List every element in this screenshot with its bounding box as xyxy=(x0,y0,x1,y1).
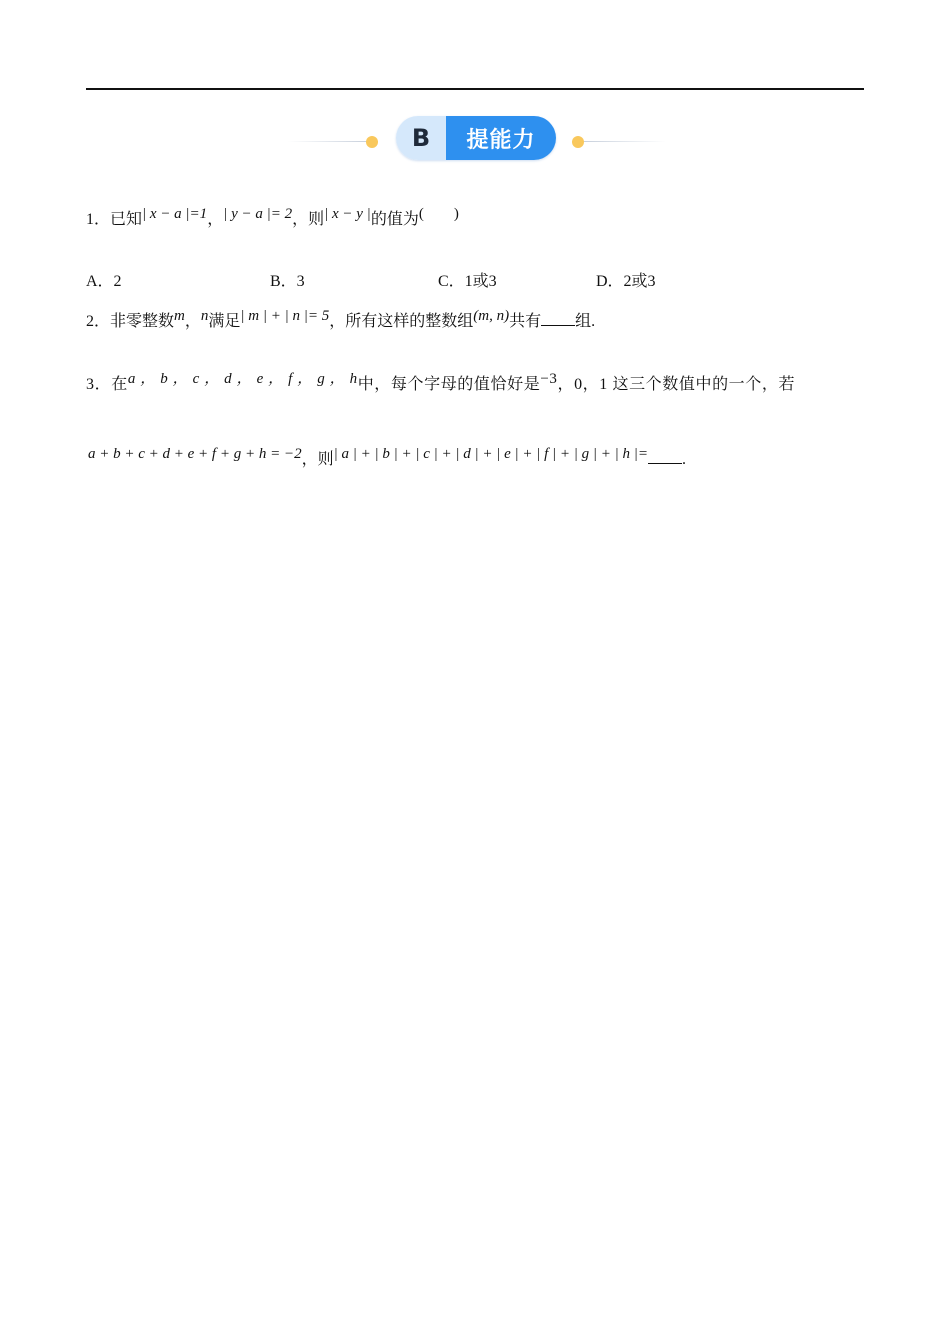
answer-parentheses: ( ) xyxy=(418,206,459,222)
question-text: 共有 xyxy=(509,313,542,330)
math-expression: −3 xyxy=(540,371,558,387)
section-title: 提能力 xyxy=(446,116,556,160)
question-text: 满足 xyxy=(208,313,241,330)
question-text: 中，每个字母的值恰好是 xyxy=(357,376,541,393)
question-1 xyxy=(86,206,459,229)
banner-dot-left xyxy=(366,136,378,148)
top-rule xyxy=(86,88,864,90)
math-variable: m xyxy=(174,308,185,324)
question-text: . xyxy=(682,451,687,468)
section-banner xyxy=(396,116,556,160)
math-expression: | x − a |=1 xyxy=(142,206,208,222)
question-text: 非零整数 xyxy=(110,313,175,330)
option-c: C．1或3 xyxy=(438,273,497,290)
question-number: 2． xyxy=(86,313,111,330)
math-expression: | x − y | xyxy=(324,206,371,222)
question-text: ，则 xyxy=(292,211,325,228)
question-text: ， xyxy=(207,211,224,228)
section-letter: B xyxy=(396,116,446,160)
question-3-continued xyxy=(88,446,686,469)
question-text: ，则 xyxy=(301,451,334,468)
question-text: ，0，1 这三个数值中的一个，若 xyxy=(557,376,796,393)
question-2 xyxy=(86,308,595,331)
option-a: A．2 xyxy=(86,273,122,290)
math-variables: a ， b ， c ， d ， e ， f ， g ， h xyxy=(127,371,358,387)
question-3 xyxy=(86,371,795,394)
math-expression: (m, n) xyxy=(473,308,510,324)
question-text: 已知 xyxy=(110,211,143,228)
question-number: 1． xyxy=(86,211,111,228)
option-b: B．3 xyxy=(270,273,305,290)
question-text: ，所有这样的整数组 xyxy=(329,313,474,330)
math-expression: | a | + | b | + | c | + | d | + | e | + | f | + | g | + | h |= xyxy=(333,446,649,462)
question-text: 的值为 xyxy=(370,211,419,228)
banner-line-right xyxy=(584,141,666,142)
banner-dot-right xyxy=(572,136,584,148)
question-text: ， xyxy=(184,313,201,330)
banner-line-left xyxy=(288,141,368,142)
question-number: 3． xyxy=(86,376,112,393)
answer-blank xyxy=(648,449,682,464)
math-expression: | y − a |= 2 xyxy=(223,206,293,222)
option-d: D．2或3 xyxy=(596,273,656,290)
question-text: 在 xyxy=(111,376,128,393)
answer-blank xyxy=(541,311,575,326)
math-variable: n xyxy=(200,308,209,324)
math-expression: | m | + | n |= 5 xyxy=(240,308,330,324)
math-expression: a + b + c + d + e + f + g + h = −2 xyxy=(88,446,302,462)
question-text: 组. xyxy=(575,313,596,330)
